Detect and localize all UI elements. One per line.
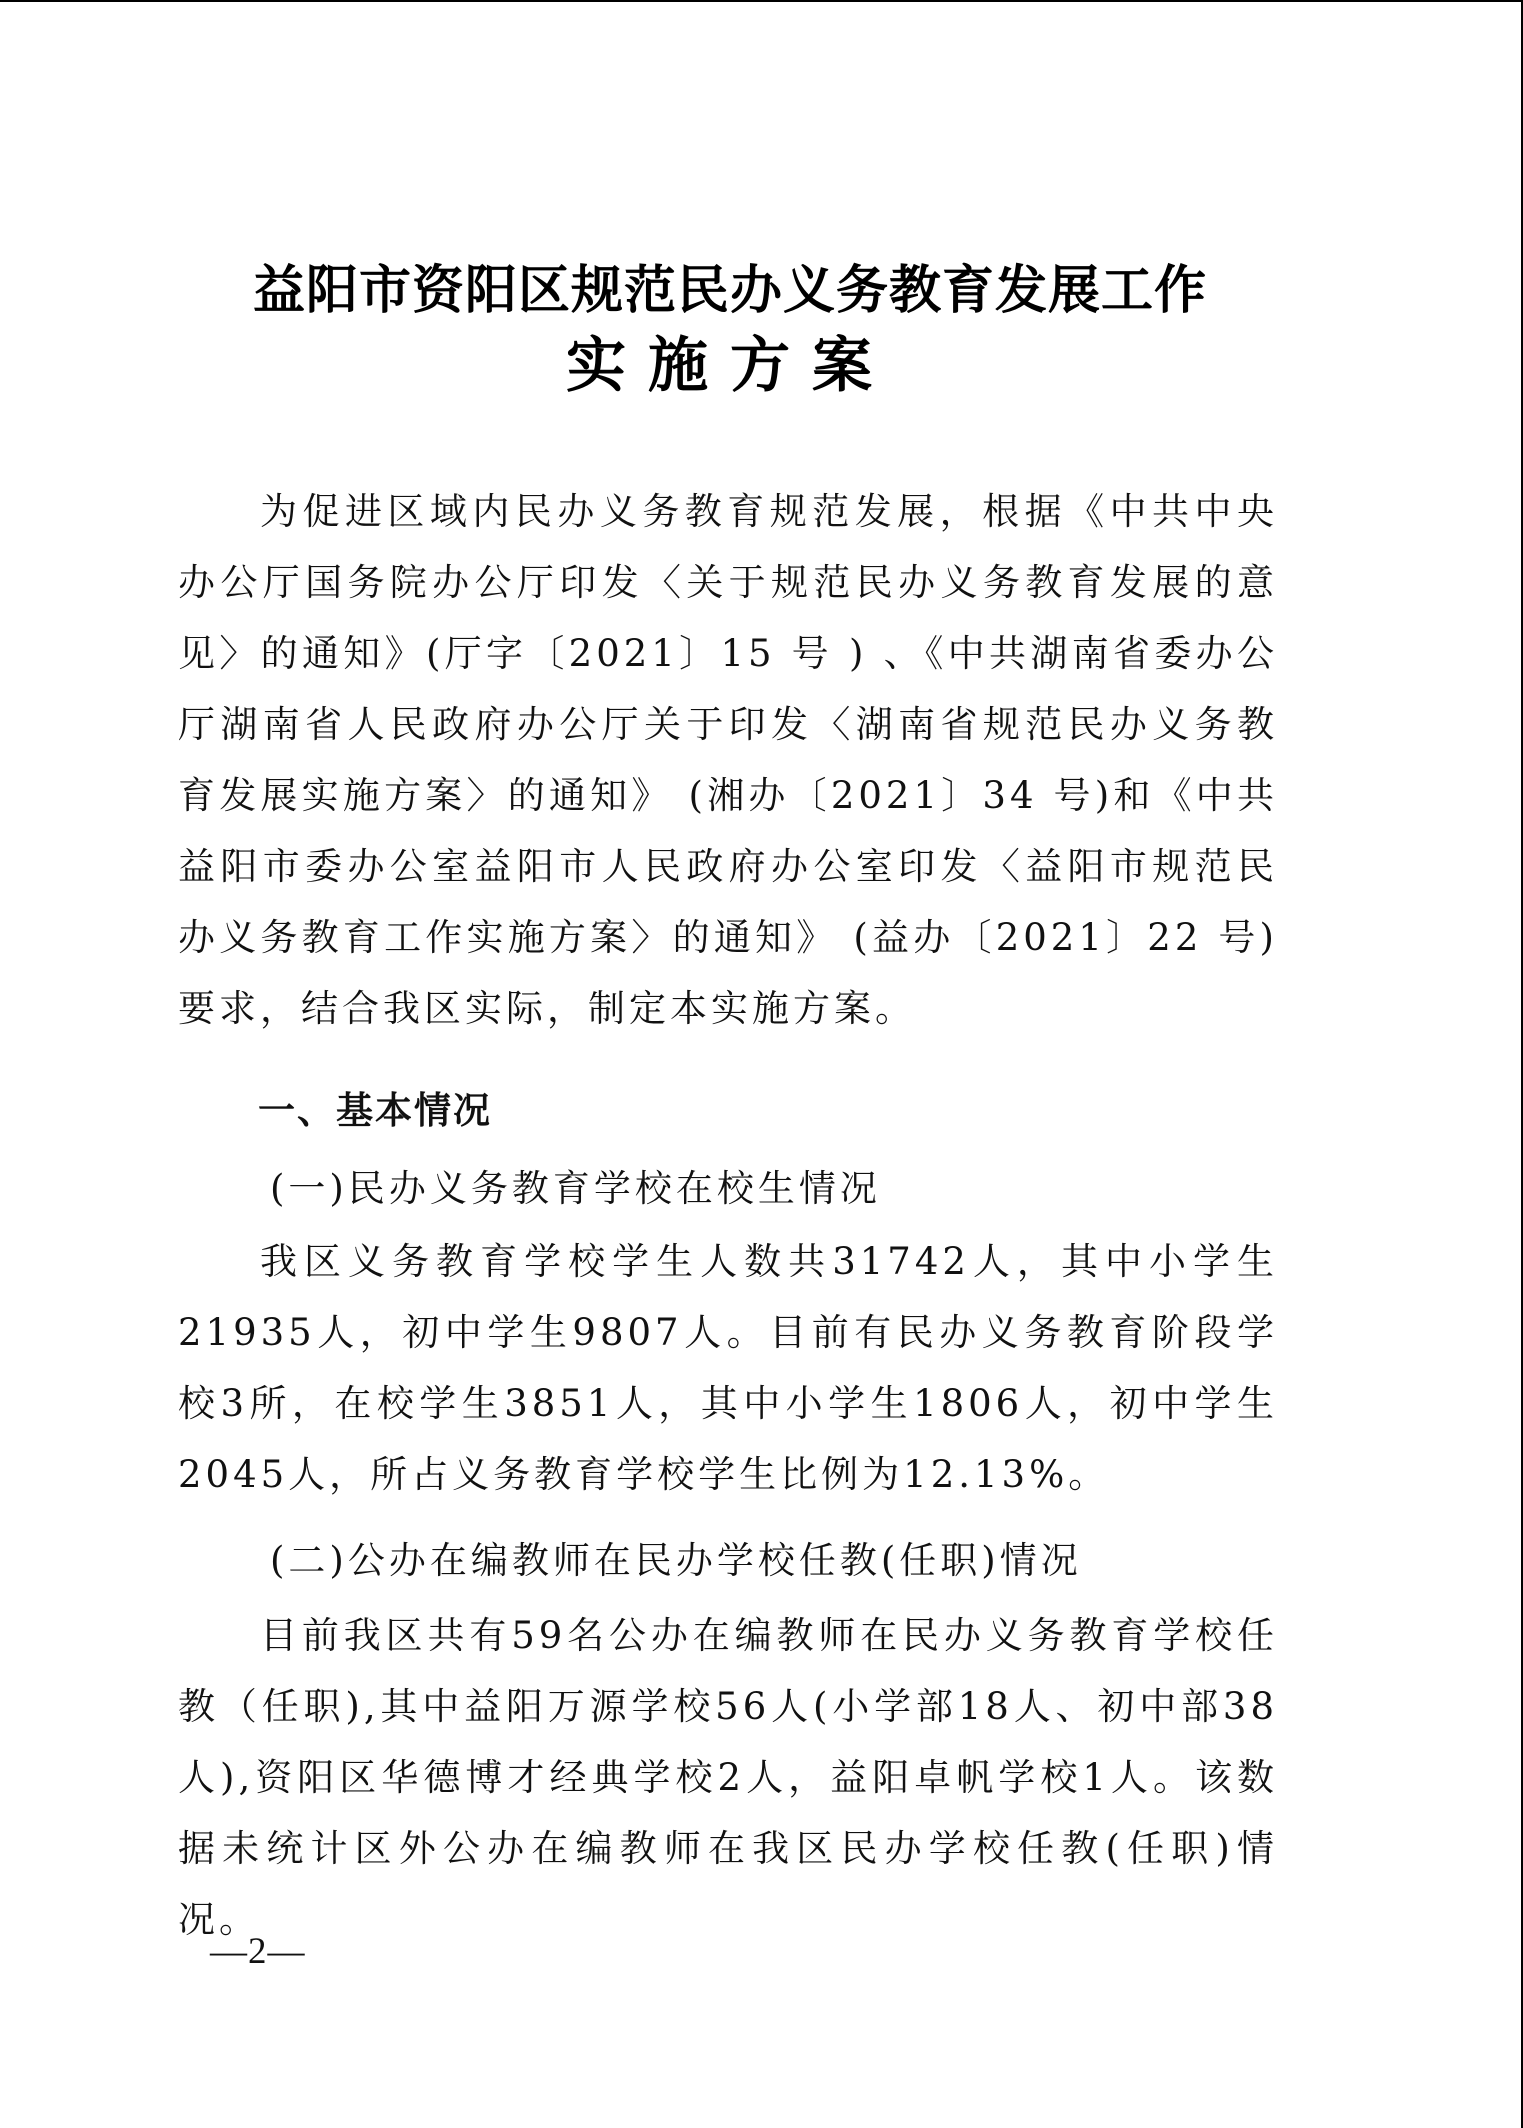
page-number: —2— [210,1931,306,1972]
subsection-heading-students: (一)民办义务教育学校在校生情况 [270,1167,881,1210]
teachers-paragraph: 目前我区共有59名公办在编教师在民办义务教育学校任教（任职),其中益阳万源学校56人(小学部18人、初中部38人),资阳区华德博才经典学校2人，益阳卓帆学校1人。该数据未统计区外公办在编教师在我区民办学校任教(任职)情况。 [178,1614,1278,1941]
document-title: 益阳市资阳区规范民办义务教育发展工作 [252,261,1207,321]
intro-paragraph: 为促进区域内民办义务教育规范发展，根据《中共中央办公厅国务院办公厅印发〈关于规范民办义务教育发展的意见〉的通知》(厅字〔2021〕15 号 ) 、《中共湖南省委办公厅湖南省人民政府办公厅关于印发〈湖南省规范民办义务教育发展实施方案〉的通知》 (湘办〔2021〕34 号)和《中共益阳市委办公室益阳市人民政府办公室印发〈益阳市规范民办义务教育工作实施方案〉的通知》 (益办〔2021〕22 号)要求，结合我区实际，制定本实施方案。 [178,490,1278,1030]
subsection-heading-teachers: (二)公办在编教师在民办学校任教(任职)情况 [270,1539,1082,1582]
document-subtitle: 实施方案 [566,331,894,401]
students-paragraph: 我区义务教育学校学生人数共31742人，其中小学生21935人，初中学生9807人。目前有民办义务教育阶段学校3所，在校学生3851人，其中小学生1806人，初中学生2045人，所占义务教育学校学生比例为12.13%。 [178,1240,1278,1496]
page-border-top [0,0,1523,2]
section-heading-basic-situation: 一、基本情况 [258,1089,492,1132]
